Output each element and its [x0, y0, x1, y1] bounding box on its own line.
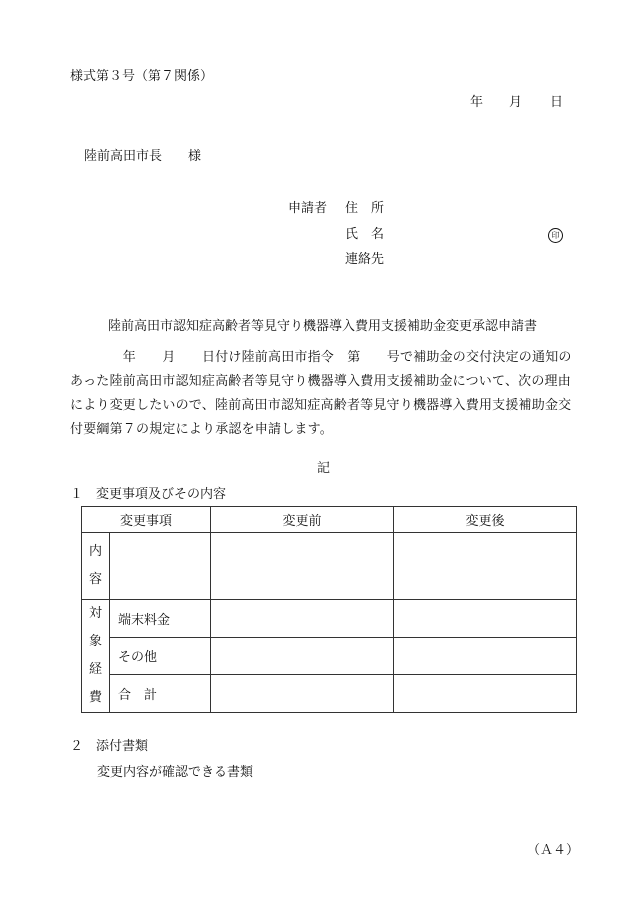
terminal-after-cell[interactable]: [394, 600, 577, 638]
header-after: 変更後: [394, 507, 577, 533]
date-month: 月: [509, 95, 523, 110]
total-after-cell[interactable]: [394, 675, 577, 713]
terminal-before-cell[interactable]: [211, 600, 394, 638]
paper-size: （Ａ４）: [527, 843, 580, 858]
expense-total-label: 合 計: [110, 675, 211, 713]
document-title: 陸前高田市認知症高齢者等見守り機器導入費用支援補助金変更承認申請書: [108, 319, 538, 334]
ki-heading: 記: [317, 461, 331, 476]
expense-label: 対 象 経 費: [82, 600, 110, 713]
attachment-item: 変更内容が確認できる書類: [97, 765, 254, 780]
header-before: 変更前: [211, 507, 394, 533]
name-label: 氏 名: [345, 227, 385, 242]
header-change-item: 変更事項: [82, 507, 211, 533]
address-label: 住 所: [345, 201, 385, 216]
other-before-cell[interactable]: [211, 637, 394, 675]
contact-label: 連絡先: [345, 252, 385, 267]
table-header-row: [82, 507, 577, 533]
addressee: 陸前高田市長 様: [84, 149, 202, 164]
section-2-heading: ２ 添付書類: [70, 739, 149, 754]
body-text: 年 月 日付け陸前高田市指令 第 号で補助金の交付決定の通知のあった陸前高田市認知症高齢者等見守り機器導入費用支援補助金について、次の理由により変更したいので、陸前高田市認知症高齢者等見守り機器導入費用支援補助金交付要綱第７の規定により承認を申請します。: [70, 350, 572, 437]
section-1-heading: １ 変更事項及びその内容: [70, 487, 227, 502]
expense-row-other: [82, 637, 577, 675]
content-after-cell[interactable]: [394, 533, 577, 600]
seal-icon: 印: [548, 228, 563, 243]
other-after-cell[interactable]: [394, 637, 577, 675]
form-number: 様式第３号（第７関係）: [70, 69, 214, 84]
applicant-label: 申請者: [288, 201, 328, 216]
change-table: [81, 506, 577, 713]
date-day: 日: [550, 95, 564, 110]
seal-mark: [548, 228, 563, 243]
date-year: 年: [470, 95, 484, 110]
content-row: [82, 533, 577, 600]
expense-other-label: その他: [110, 637, 211, 675]
expense-row-terminal: [82, 600, 577, 638]
content-item-cell[interactable]: [110, 533, 211, 600]
total-before-cell[interactable]: [211, 675, 394, 713]
expense-row-total: [82, 675, 577, 713]
content-label: 内 容: [82, 533, 110, 600]
expense-terminal-label: 端末料金: [110, 600, 211, 638]
content-before-cell[interactable]: [211, 533, 394, 600]
